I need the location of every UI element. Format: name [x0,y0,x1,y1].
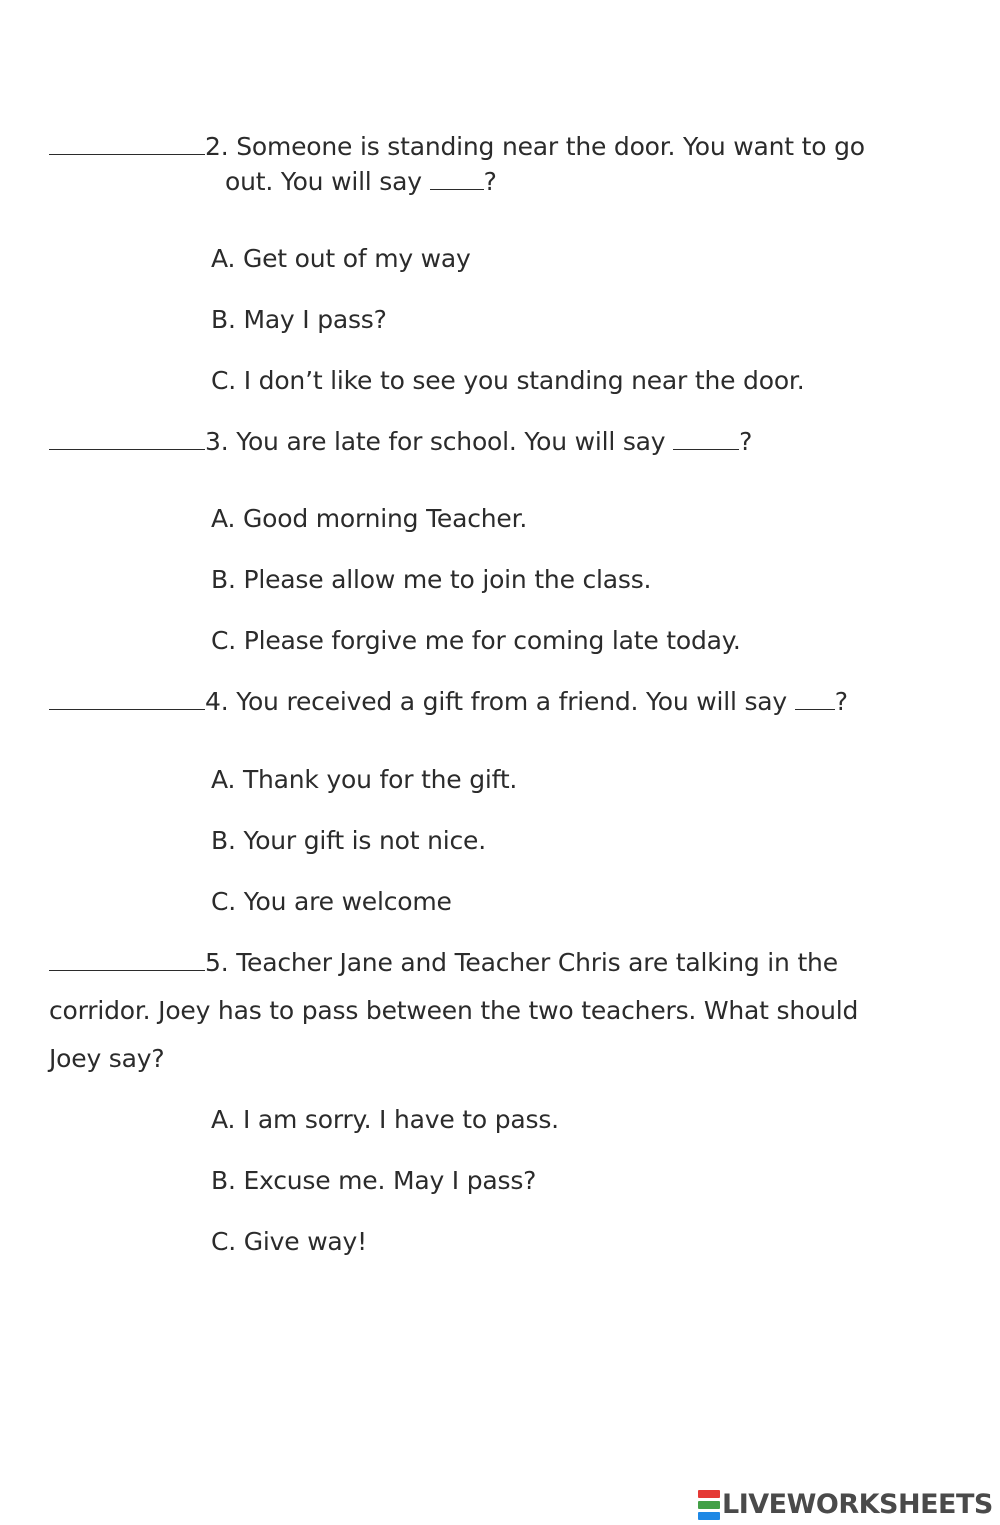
inline-blank [430,167,484,190]
question-3-stem: 3. You are late for school. You will say ? [49,427,752,457]
option-5b: B. Excuse me. May I pass? [211,1166,537,1195]
question-number-2: 2. [205,132,229,161]
question-2-stem-line1: 2. Someone is standing near the door. You want to go [49,132,865,162]
answer-blank-5[interactable] [49,948,205,971]
logo-bar-red [698,1490,720,1498]
question-number-4: 4. [205,687,229,716]
answer-blank-4[interactable] [49,687,205,710]
option-4a: A. Thank you for the gift. [211,765,518,794]
liveworksheets-brand-text: LIVEWORKSHEETS [722,1489,993,1520]
inline-blank [795,687,835,710]
question-5-stem-line2: corridor. Joey has to pass between the two teachers. What should [49,996,859,1025]
logo-bar-green [698,1501,720,1509]
liveworksheets-logo-icon [698,1490,720,1520]
question-5-stem-line3: Joey say? [49,1044,165,1073]
question-5-stem-line1: 5. Teacher Jane and Teacher Chris are talking in the [49,948,838,978]
answer-blank-3[interactable] [49,427,205,450]
option-2c: C. I don’t like to see you standing near the door. [211,366,805,395]
question-number-5: 5. [205,948,229,977]
option-4c: C. You are welcome [211,887,452,916]
option-3a: A. Good morning Teacher. [211,504,528,533]
liveworksheets-logo [698,1488,994,1522]
answer-blank-2[interactable] [49,132,205,155]
option-5a: A. I am sorry. I have to pass. [211,1105,559,1134]
logo-bar-blue [698,1512,720,1520]
question-2-stem-line2: out. You will say ? [225,167,497,196]
inline-blank [673,427,739,450]
option-5c: C. Give way! [211,1227,367,1256]
question-number-3: 3. [205,427,229,456]
option-2b: B. May I pass? [211,305,387,334]
question-4-stem: 4. You received a gift from a friend. You will say ? [49,687,848,717]
option-2a: A. Get out of my way [211,244,471,273]
option-4b: B. Your gift is not nice. [211,826,486,855]
option-3c: C. Please forgive me for coming late today. [211,626,741,655]
option-3b: B. Please allow me to join the class. [211,565,652,594]
